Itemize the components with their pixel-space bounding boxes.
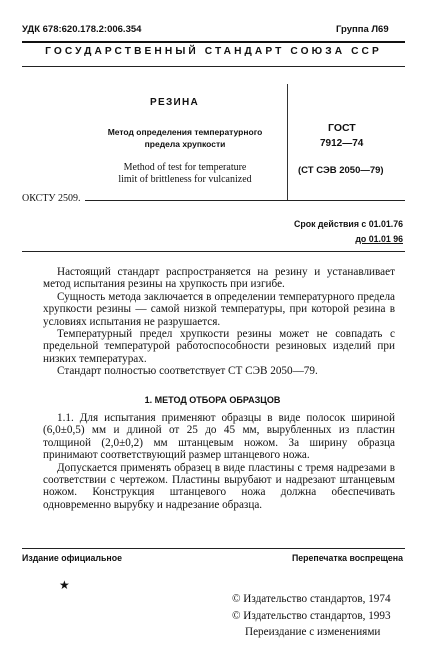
- paragraph-essence: Сущность метода заключается в определении температурного предела хрупкости резины — самой низкой температуры, при которой резина в условиях испытания не разрушается.: [43, 290, 395, 328]
- star-icon: ★: [59, 578, 70, 592]
- validity-rule: [22, 251, 405, 252]
- paragraph-compliance: Стандарт полностью соответствует СТ СЭВ 2050—79.: [57, 365, 318, 378]
- paragraph-limit: Температурный предел хрупкости резины может не совпадать с предельной температурой работоспособности резиновых изделий при низких температурах.: [43, 328, 395, 365]
- udc-code: УДК 678:620.178.2:006.354: [22, 24, 142, 35]
- footer-rule: [22, 548, 405, 549]
- subtitle-line-1: Метод определения температурного: [107, 127, 263, 137]
- gost-label: ГОСТ: [328, 122, 356, 134]
- title-divider: [287, 84, 288, 200]
- body-text-block: [43, 266, 395, 378]
- validity-from: Срок действия с 01.01.76: [293, 219, 403, 229]
- group-code: Группа Л69: [336, 24, 389, 35]
- reprint-prohibited-label: Перепечатка воспрещена: [291, 553, 403, 563]
- header-rule-top: [22, 41, 405, 43]
- section-heading: 1. МЕТОД ОТБОРА ОБРАЗЦОВ: [144, 395, 281, 405]
- english-title-line-2: limit of brittleness for vulcanized: [118, 174, 252, 185]
- copyright-1993: © Издательство стандартов, 1993: [232, 610, 391, 622]
- sev-reference: (СТ СЭВ 2050—79): [298, 165, 384, 176]
- gost-number: 7912—74: [320, 138, 364, 149]
- copyright-1974: © Издательство стандартов, 1974: [232, 593, 391, 605]
- section-text-block: [43, 412, 395, 511]
- subtitle-line-2: предела хрупкости: [144, 139, 226, 149]
- header-rule-bottom: [22, 66, 405, 67]
- document-title: РЕЗИНА: [150, 97, 200, 108]
- english-title-line-1: Method of test for temperature: [123, 162, 247, 173]
- okstu-code: ОКСТУ 2509.: [22, 193, 85, 204]
- paragraph-scope: Настоящий стандарт распространяется на резину и устанавливает метод испытания резины на хрупкость при изгибе.: [43, 266, 395, 291]
- reissue-note: Переиздание с изменениями: [245, 626, 381, 638]
- state-standard-banner: ГОСУДАРСТВЕННЫЙ СТАНДАРТ СОЮЗА ССР: [45, 46, 382, 57]
- paragraph-1-1-alt-sample: Допускается применять образец в виде пластины с тремя надрезами в соответствии с чертежом. Пластины вырубают и надрезают штанцевым ножом. Конструкция штанцевого ножа должна обеспечивать одновременно вырубку и надрезание образца.: [43, 461, 395, 511]
- official-edition-label: Издание официальное: [22, 553, 122, 563]
- paragraph-1-1: 1.1. Для испытания применяют образцы в виде полосок шириной (6,0±0,5) мм и длиной от 25 до 45 мм, вырубленных из пластин толщиной (2,0±0,2) мм штанцевым ножом. За ширину образца принимают соответствующий размер штанцевого ножа.: [43, 412, 395, 462]
- validity-to: до 01.01 96: [355, 234, 403, 244]
